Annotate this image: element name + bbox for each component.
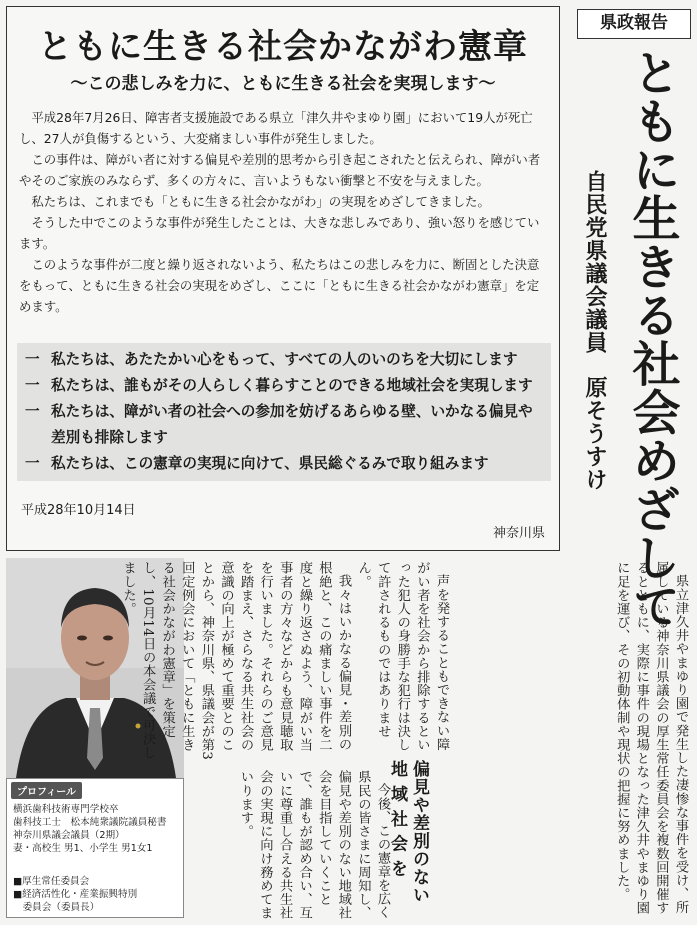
committee-line: ■厚生常任委員会	[13, 876, 90, 887]
article-column-right	[456, 561, 690, 922]
subheading-line: 偏見や差別のない	[409, 760, 429, 904]
profile-details	[13, 803, 181, 855]
article-paragraph: 今後、この憲章を広く県民の皆さまに周知し、偏見や差別のない地域社会を目指していくことで、誰もが認め合い、互いに尊重し合える共生社会の実現に向け務めてまいります。	[237, 770, 390, 920]
profile-line: 横浜歯科技術専門学校卒	[13, 804, 119, 815]
pledge-item	[25, 399, 543, 451]
profile-committees	[13, 875, 181, 914]
author-role: 自民党県議会議員	[582, 170, 607, 354]
preamble-paragraph: この事件は、障がい者に対する偏見や差別的思考から引き起こされたと伝えられ、障がい者やそのご家族のみならず、多くの方々に、言いようもない衝撃と不安を与えました。	[19, 152, 541, 188]
article-title: ともに生きる社会めざして	[624, 48, 680, 630]
article-paragraph: 県立津久井やまゆり園で発生した凄惨な事件を受け、所属している神奈川県議会の厚生常任委員会を複数回開催するとともに、実際に事件の現場となった津久井やまゆり園に足を運び、その初動体制や現状の把握に努めました。	[614, 561, 688, 915]
charter-box	[6, 6, 560, 551]
profile-line: 神奈川県議会議員（2期）	[13, 830, 125, 841]
charter-preamble	[19, 107, 549, 317]
charter-title: ともに生きる社会かながわ憲章	[38, 27, 528, 67]
profile-line: 妻・高校生 男1、小学生 男1女1	[13, 843, 153, 854]
pledge-mark: 一	[25, 377, 40, 394]
charter-issuer: 神奈川県	[492, 526, 545, 541]
pledge-text: 私たちは、障がい者の社会への参加を妨げるあらゆる壁、いかなる偏見や差別も排除します	[51, 403, 533, 446]
charter-pledges	[17, 343, 551, 481]
profile-line: 歯科技工士 松本純衆議院議員秘書	[13, 817, 167, 828]
pledge-item	[25, 347, 543, 373]
charter-date: 平成28年10月14日	[21, 503, 136, 518]
pledge-mark: 一	[25, 455, 40, 472]
pledge-mark: 一	[25, 403, 40, 420]
preamble-paragraph: このような事件が二度と繰り返されないよう、私たちはこの悲しみを力に、断固とした決意をもって、ともに生きる社会の実現をめざし、ここに「ともに生きる社会かながわ憲章」を定めます。	[19, 257, 540, 314]
charter-subtitle: 〜この悲しみを力に、ともに生きる社会を実現します〜	[70, 74, 496, 94]
profile-box	[6, 778, 184, 918]
author-byline	[583, 170, 605, 491]
pledge-item	[25, 373, 543, 399]
pledge-text: 私たちは、あたたかい心をもって、すべての人のいのちを大切にします	[51, 351, 518, 368]
preamble-paragraph: 私たちは、これまでも「ともに生きる社会かながわ」の実現をめざしてきました。	[31, 194, 490, 209]
article-column-middle	[120, 561, 451, 764]
pledge-item	[25, 451, 543, 477]
pledge-mark: 一	[25, 351, 40, 368]
profile-tag: プロフィール	[11, 782, 82, 799]
preamble-paragraph: そうした中でこのような事件が発生したことは、大きな悲しみであり、強い怒りを感じています。	[19, 215, 540, 251]
author-name: 原そうすけ	[582, 376, 607, 491]
committee-line: ■経済活性化・産業振興特別	[13, 889, 138, 900]
article-subheading	[386, 760, 430, 904]
article-column-bottom	[196, 770, 392, 920]
article-paragraph: 声を発することもできない障がい者を社会から排除するといった犯人の身勝手な犯行は決して許されるものではありません。	[355, 561, 449, 752]
section-label: 県政報告	[577, 9, 691, 39]
committee-line: 委員会（委員長）	[13, 902, 100, 913]
preamble-paragraph: 平成28年7月26日、障害者支援施設である県立「津久井やまゆり園」において19人が死亡し、27人が負傷するという、大変痛ましい事件が発生しました。	[19, 110, 533, 146]
pledge-text: 私たちは、誰もがその人らしく暮らすことのできる地域社会を実現します	[51, 377, 533, 394]
article-paragraph: 我々はいかなる偏見・差別の根絶と、この痛ましい事件を二度と繰り返さぬよう、障がい当事者の方々などからも意見聴取を行いました。それらのご意見を踏まえ、さらなる共生社会の意識の向上が極めて重要とのことから、神奈川県、県議会が第3回定例会において「ともに生きる社会かながわ憲章」を策定し、10月14日の本会議で可決しました。	[120, 561, 352, 761]
pledge-text: 私たちは、この憲章の実現に向けて、県民総ぐるみで取り組みます	[51, 455, 489, 472]
subheading-line: 地 域 社 会 を	[387, 760, 407, 878]
